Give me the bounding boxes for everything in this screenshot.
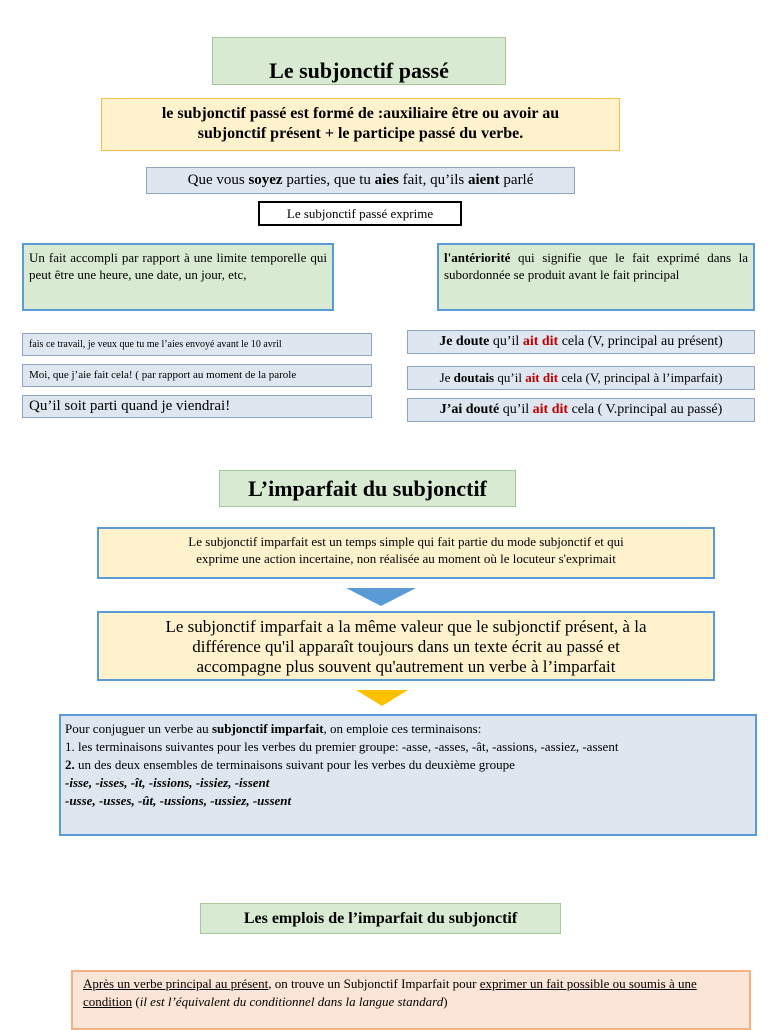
expresses-box: Le subjonctif passé exprime <box>258 201 462 226</box>
usage-box <box>71 970 751 1030</box>
right-example-text: cela ( V.principal au passé) <box>568 402 723 417</box>
intro-text: , on emploie ces terminaisons: <box>323 721 482 736</box>
line-text: un des deux ensembles de terminaisons suivant pour les verbes du deuxième groupe <box>74 757 515 772</box>
value-line-3: accompagne plus souvent qu'autrement un verbe à l’imparfait <box>196 657 616 676</box>
right-example-bold: J’ai douté <box>439 402 500 417</box>
fact-box: Un fait accompli par rapport à une limite temporelle qui peut être une heure, une date, un jour, etc, <box>22 243 334 311</box>
imparfait-description-box <box>97 527 715 579</box>
right-example-text: cela (V, principal au présent) <box>558 334 723 349</box>
intro-text: Pour conjuguer un verbe au <box>65 721 212 736</box>
example-text: fait, qu’ils <box>398 172 468 188</box>
right-example-text: qu’il <box>489 334 523 349</box>
usage-underlined: exprimer un fait possible ou soumis à une condition <box>83 976 697 1009</box>
conjugation-line-2 <box>65 756 751 774</box>
title-subjonctif-passe: Le subjonctif passé <box>212 37 506 85</box>
left-example-2: Moi, que j’aie fait cela! ( par rapport au moment de la parole <box>22 364 372 387</box>
example-text: parlé <box>499 172 534 188</box>
left-example-1: fais ce travail, je veux que tu me l’aies envoyé avant le 10 avril <box>22 333 372 356</box>
value-line-2: différence qu'il apparaît toujours dans un texte écrit au passé et <box>192 637 620 656</box>
conjugation-box <box>59 714 757 836</box>
intro-bold: subjonctif imparfait <box>211 721 324 736</box>
usage-text: ( <box>132 994 140 1009</box>
definition-line-1: le subjonctif passé est formé de :auxiliaire être ou avoir au <box>161 105 560 122</box>
definition-box <box>101 98 620 151</box>
example-bold: aies <box>374 172 399 188</box>
anteriority-bold: l'antériorité <box>444 250 511 265</box>
endings-usse: -usse, -usses, -ût, -ussions, -ussiez, -ussent <box>65 793 292 808</box>
right-example-bold: doutais <box>453 370 495 385</box>
anteriority-text: qui signifie que le fait exprimé dans la subordonnée se produit avant le fait principal <box>444 250 748 282</box>
example-box <box>146 167 575 194</box>
example-bold: soyez <box>248 172 283 188</box>
right-example-2 <box>407 366 755 390</box>
right-example-red: ait dit <box>532 402 569 417</box>
right-example-3 <box>407 398 755 422</box>
down-arrow-icon <box>356 690 408 706</box>
description-line-2: exprime une action incertaine, non réalisée au moment où le locuteur s'exprimait <box>196 551 616 566</box>
endings-isse: -isse, -isses, -ît, -issions, -issiez, -issent <box>65 775 270 790</box>
conjugation-intro <box>65 720 751 738</box>
right-example-text: Je <box>439 370 454 385</box>
description-line-1: Le subjonctif imparfait est un temps simple qui fait partie du mode subjonctif et qui <box>188 534 624 549</box>
title-emplois: Les emplois de l’imparfait du subjonctif <box>200 903 561 934</box>
title-imparfait-subjonctif: L’imparfait du subjonctif <box>219 470 516 507</box>
example-text: Que vous <box>187 172 249 188</box>
line-number: 2. <box>65 757 75 772</box>
definition-line-2: subjonctif présent + le participe passé du verbe. <box>197 125 524 142</box>
value-line-1: Le subjonctif imparfait a la même valeur que le subjonctif présent, à la <box>165 617 647 636</box>
left-example-3: Qu’il soit parti quand je viendrai! <box>22 395 372 418</box>
right-example-red: ait dit <box>525 370 559 385</box>
imparfait-value-box <box>97 611 715 681</box>
right-example-text: qu’il <box>499 402 533 417</box>
down-arrow-icon <box>346 588 416 606</box>
right-example-text: qu’il <box>494 370 526 385</box>
anteriority-box <box>437 243 755 311</box>
example-text: parties, que tu <box>282 172 375 188</box>
usage-text: ) <box>443 994 448 1009</box>
right-example-1 <box>407 330 755 354</box>
example-bold: aient <box>467 172 500 188</box>
usage-underlined: Après un verbe principal au présent <box>83 976 269 991</box>
usage-italic: il est l’équivalent du conditionnel dans la langue standard <box>139 994 444 1009</box>
usage-text: , on trouve un Subjonctif Imparfait pour <box>268 976 480 991</box>
conjugation-line-1: 1. les terminaisons suivantes pour les verbes du premier groupe: -asse, -asses, -ât, -assions, -assiez, -assent <box>65 739 619 754</box>
right-example-bold: Je doute <box>439 334 490 349</box>
right-example-red: ait dit <box>522 334 559 349</box>
right-example-text: cela (V, principal à l’imparfait) <box>558 370 723 385</box>
